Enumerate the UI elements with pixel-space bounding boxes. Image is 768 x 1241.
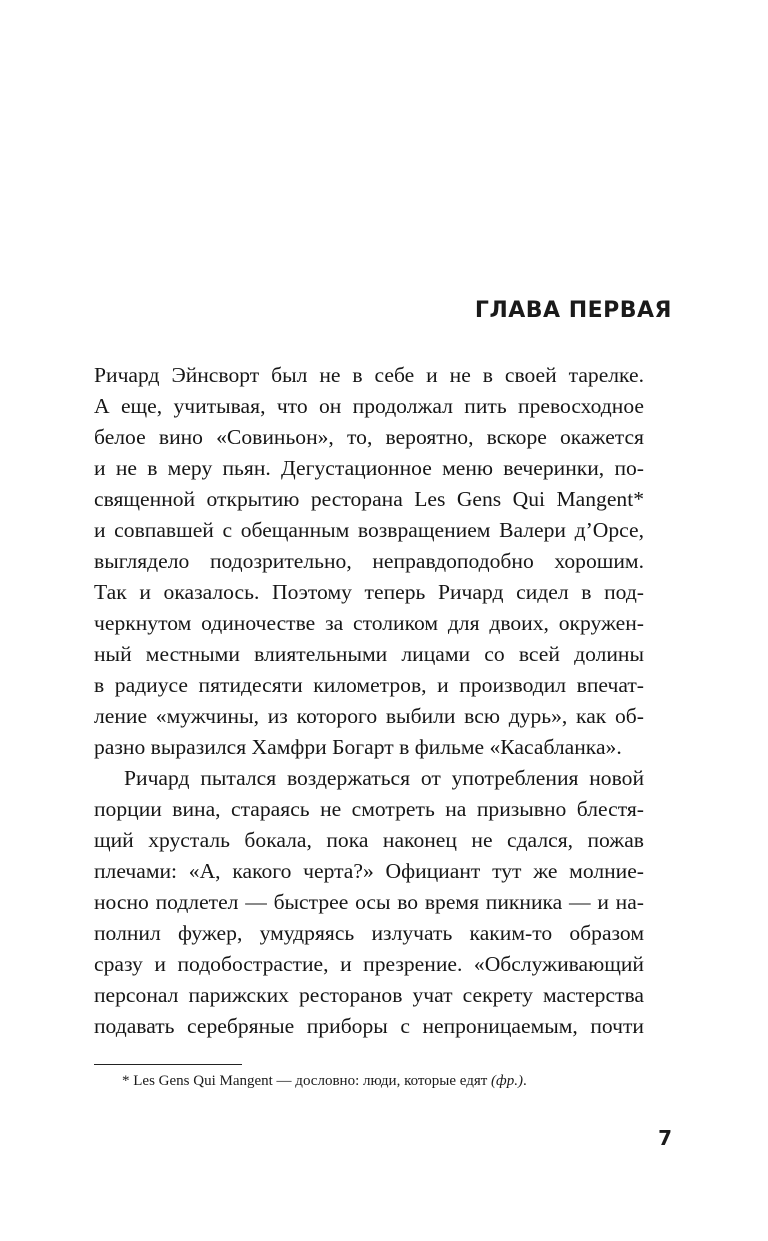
text-line: священной открытию ресторана Les Gens Qui Mangent* xyxy=(94,487,644,511)
text-line: разно выразился Хамфри Богарт в фильме «Касабланка». xyxy=(94,735,622,759)
text-line: и совпавшей с обещанным возвращением Валери д’Орсе, xyxy=(94,518,644,542)
body-text xyxy=(94,360,644,1042)
text-line: персонал парижских ресторанов учат секрету мастерства xyxy=(94,983,644,1007)
text-line: ление «мужчины, из которого выбили всю дурь», как об- xyxy=(94,704,644,728)
text-line: выглядело подозрительно, неправдоподобно хорошим. xyxy=(94,549,644,573)
text-line: ный местными влиятельными лицами со всей долины xyxy=(94,642,644,666)
text-line: Ричард Эйнсворт был не в себе и не в своей тарелке. xyxy=(94,363,644,387)
footnote-language-note: (фр.) xyxy=(491,1073,523,1089)
text-line: порции вина, стараясь не смотреть на призывно блестя- xyxy=(94,797,644,821)
page-number: 7 xyxy=(658,1126,672,1150)
text-line: А еще, учитывая, что он продолжал пить превосходное xyxy=(94,394,644,418)
text-line: белое вино «Совиньон», то, вероятно, вскоре окажется xyxy=(94,425,644,449)
text-line: носно подлетел — быстрее осы во время пикника — и на- xyxy=(94,890,644,914)
footnote-end: . xyxy=(522,1073,527,1089)
text-line: Ричард пытался воздержаться от употребления новой xyxy=(124,766,644,790)
text-line: в радиусе пятидесяти километров, и производил впечат- xyxy=(94,673,644,697)
footnote-text: Les Gens Qui Mangent — дословно: люди, которые едят xyxy=(133,1073,488,1089)
footnote-marker: * xyxy=(122,1073,130,1089)
text-line: полнил фужер, умудряясь излучать каким-то образом xyxy=(94,921,644,945)
footnote-divider xyxy=(94,1064,242,1065)
chapter-title: ГЛАВА ПЕРВАЯ xyxy=(474,298,672,323)
text-line: черкнутом одиночестве за столиком для двоих, окружен- xyxy=(94,611,644,635)
text-line: щий хрусталь бокала, пока наконец не сдался, пожав xyxy=(94,828,644,852)
text-line: Так и оказалось. Поэтому теперь Ричард сидел в под- xyxy=(94,580,644,604)
text-line: сразу и подобострастие, и презрение. «Обслуживающий xyxy=(94,952,644,976)
text-line: и не в меру пьян. Дегустационное меню вечеринки, по- xyxy=(94,456,644,480)
footnote xyxy=(122,1073,527,1090)
text-line: подавать серебряные приборы с непроницаемым, почти xyxy=(94,1014,644,1038)
text-line: плечами: «А, какого черта?» Официант тут же молние- xyxy=(94,859,644,883)
